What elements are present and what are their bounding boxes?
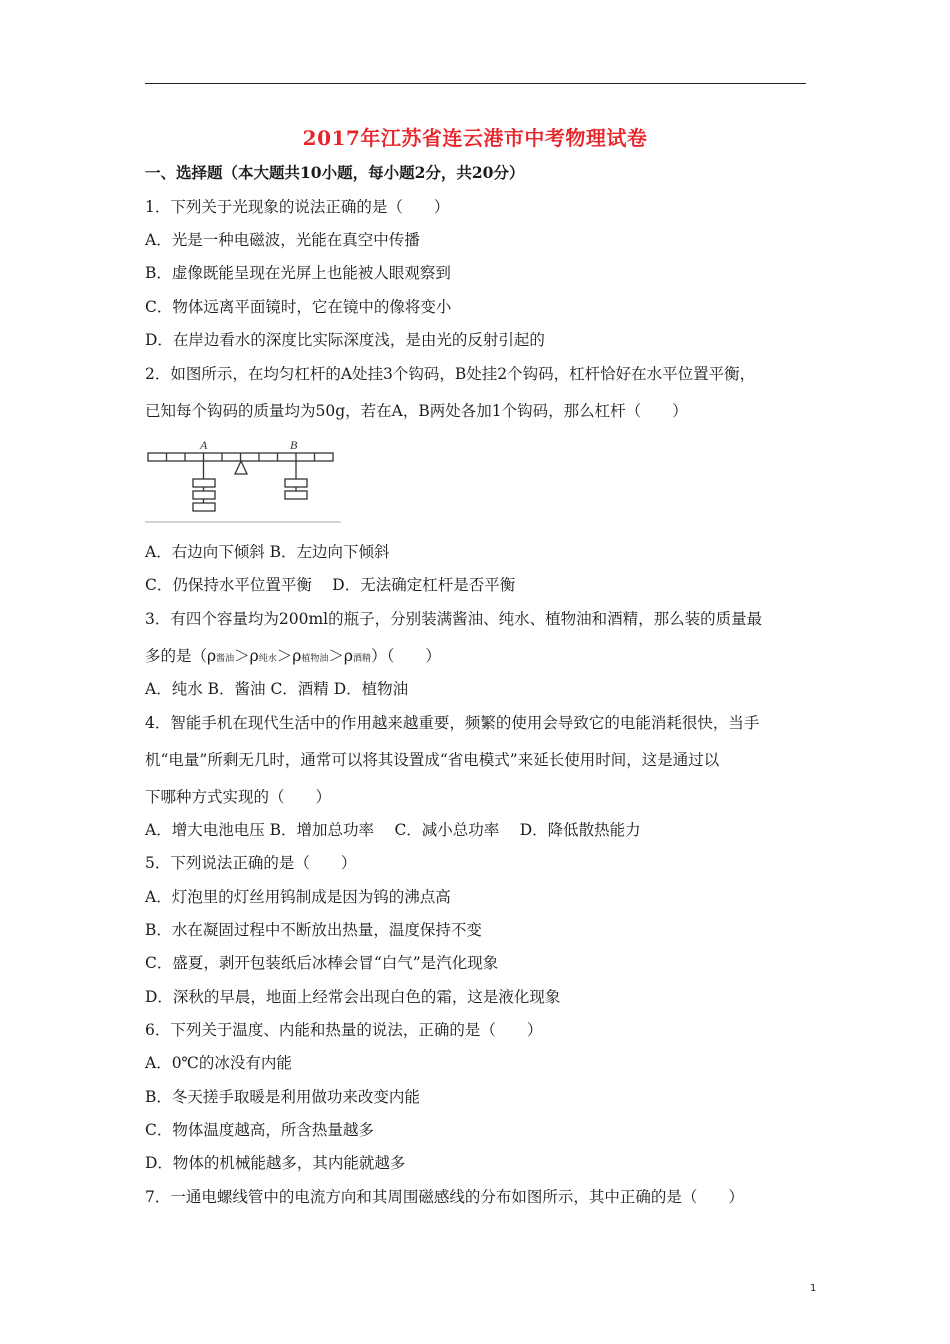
label-b: B	[290, 438, 298, 452]
label-a: A	[200, 438, 208, 452]
q3-options: A．纯水 B．酱油 C．酒精 D．植物油	[145, 680, 409, 698]
q3-stem-line2: 多的是（ρ酱油＞ρ纯水＞ρ植物油＞ρ酒精）（ ）	[145, 647, 441, 665]
q6-stem: 6．下列关于温度、内能和热量的说法，正确的是（ ）	[145, 1021, 543, 1039]
q4-stem-line2: 机“电量”所剩无几时，通常可以将其设置成“省电模式”来延长使用时间，这是通过以	[145, 751, 720, 769]
q5-option-b: B．水在凝固过程中不断放出热量，温度保持不变	[145, 921, 482, 939]
q1-stem: 1．下列关于光现象的说法正确的是（ ）	[145, 198, 450, 216]
q6-option-a: A．0℃的冰没有内能	[145, 1054, 292, 1072]
q2-stem-line2: 已知每个钩码的质量均为50g，若在A，B两处各加1个钩码，那么杠杆（ ）	[145, 402, 688, 420]
q5-stem: 5．下列说法正确的是（ ）	[145, 854, 357, 872]
header-rule	[145, 83, 806, 84]
q6-option-b: B．冬天搓手取暖是利用做功来改变内能	[145, 1088, 420, 1106]
q1-option-a: A．光是一种电磁波，光能在真空中传播	[145, 231, 420, 249]
weights-b	[285, 461, 307, 499]
q6-option-c: C．物体温度越高，所含热量越多	[145, 1121, 374, 1139]
q6-option-d: D．物体的机械能越多，其内能就越多	[145, 1154, 406, 1172]
q4-stem-line1: 4．智能手机在现代生活中的作用越来越重要，频繁的使用会导致它的电能消耗很快，当手	[145, 714, 760, 732]
q4-options: A．增大电池电压 B．增加总功率 C．减小总功率 D．降低散热能力	[145, 821, 641, 839]
page-title: 2017年江苏省连云港市中考物理试卷	[302, 126, 648, 150]
q5-option-a: A．灯泡里的灯丝用钨制成是因为钨的沸点高	[145, 888, 451, 906]
q3-stem-line1: 3．有四个容量均为200ml的瓶子，分别装满酱油、纯水、植物油和酒精，那么装的质量最	[145, 610, 763, 628]
q5-option-c: C．盛夏，剥开包装纸后冰棒会冒“白气”是汽化现象	[145, 954, 499, 972]
weights-a	[193, 461, 215, 511]
fulcrum-triangle	[235, 461, 247, 474]
lever-bar	[148, 453, 333, 461]
q2-stem-line1: 2．如图所示，在均匀杠杆的A处挂3个钩码，B处挂2个钩码，杠杆恰好在水平位置平衡，	[145, 365, 756, 383]
q7-stem: 7．一通电螺线管中的电流方向和其周围磁感线的分布如图所示，其中正确的是（ ）	[145, 1188, 744, 1206]
q1-option-b: B．虚像既能呈现在光屏上也能被人眼观察到	[145, 264, 451, 282]
q2-options-line1: A．右边向下倾斜 B．左边向下倾斜	[145, 543, 390, 561]
q1-option-c: C．物体远离平面镜时，它在镜中的像将变小	[145, 298, 452, 316]
q1-option-d: D．在岸边看水的深度比实际深度浅，是由光的反射引起的	[145, 331, 545, 349]
q2-options-line2: C．仍保持水平位置平衡 D．无法确定杠杆是否平衡	[145, 576, 516, 594]
q4-stem-line3: 下哪种方式实现的（ ）	[145, 788, 332, 806]
page-number: 1	[810, 1283, 817, 1294]
section-heading: 一、选择题（本大题共10小题，每小题2分，共20分）	[145, 163, 525, 182]
q5-option-d: D．深秋的早晨，地面上经常会出现白色的霜，这是液化现象	[145, 988, 561, 1006]
lever-figure	[145, 436, 341, 524]
